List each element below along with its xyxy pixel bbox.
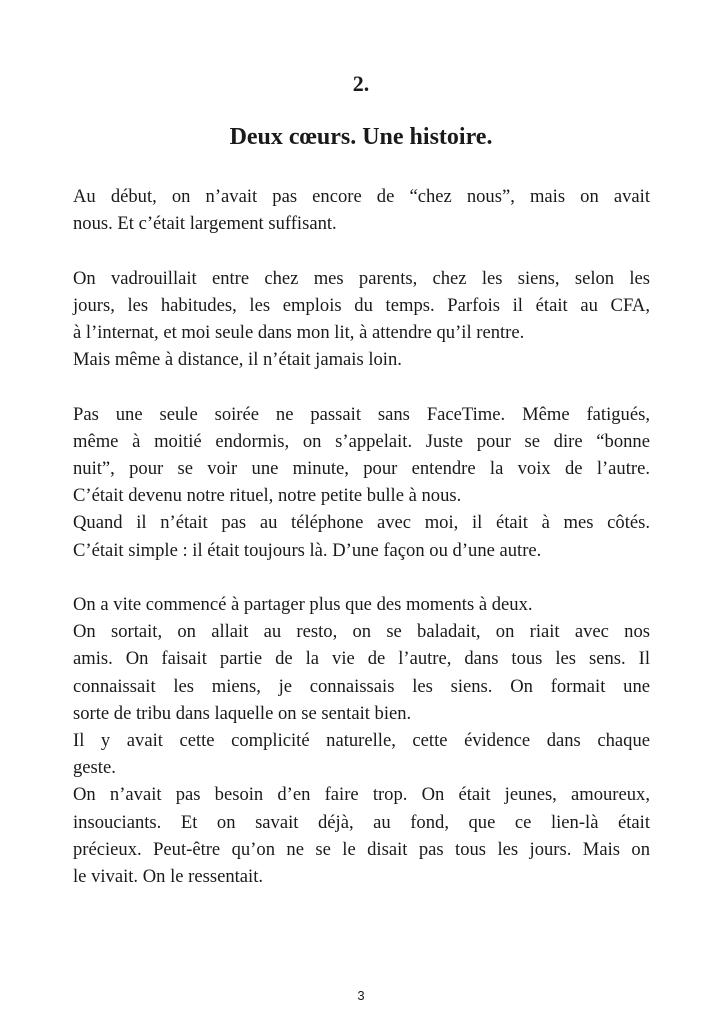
paragraph (73, 183, 650, 237)
text-line: Au début, on n’avait pas encore de “chez nous”, mais on avait (73, 186, 650, 207)
text-line: Il y avait cette complicité naturelle, cette évidence dans chaque (73, 730, 650, 752)
text-line: C’était simple : il était toujours là. D’une façon ou d’une autre. (73, 539, 542, 561)
text-line: sorte de tribu dans laquelle on se sentait bien. (73, 702, 412, 724)
text-line: Quand il n’était pas au téléphone avec moi, il était à mes côtés. (73, 512, 650, 534)
chapter-number: 2. (352, 71, 370, 96)
page-number: 3 (357, 988, 365, 1003)
text-line: On a vite commencé à partager plus que des moments à deux. (73, 594, 533, 615)
chapter-title: Deux cœurs. Une histoire. (229, 124, 493, 150)
text-line: Pas une seule soirée ne passait sans FaceTime. Même fatigués, (73, 403, 650, 425)
chapter-body (73, 183, 650, 917)
text-line: On sortait, on allait au resto, on se baladait, on riait avec nos (73, 621, 650, 643)
text-line: à l’internat, et moi seule dans mon lit, à attendre qu’il rentre. (73, 322, 525, 343)
text-line: geste. (73, 757, 116, 779)
text-line: On n’avait pas besoin d’en faire trop. On était jeunes, amoureux, (73, 784, 650, 806)
text-line: précieux. Peut-être qu’on ne se le disait pas tous les jours. Mais on (73, 838, 650, 860)
text-line: jours, les habitudes, les emplois du temps. Parfois il était au CFA, (73, 294, 650, 316)
paragraph (73, 265, 650, 374)
text-line: On vadrouillait entre chez mes parents, chez les siens, selon les (73, 267, 650, 289)
text-line: Mais même à distance, il n’était jamais loin. (73, 349, 402, 371)
text-line: nuit”, pour se voir une minute, pour entendre la voix de l’autre. (73, 458, 650, 479)
text-line: C’était devenu notre rituel, notre petite bulle à nous. (73, 485, 462, 507)
paragraph (73, 401, 650, 564)
text-line: insouciants. Et on savait déjà, au fond, que ce lien-là était (73, 811, 650, 833)
text-line: connaissait les miens, je connaissais les siens. On formait une (73, 675, 650, 697)
text-line: même à moitié endormis, on s’appelait. Juste pour se dire “bonne (73, 430, 650, 452)
text-line: le vivait. On le ressentait. (73, 866, 264, 888)
text-line: nous. Et c’était largement suffisant. (73, 213, 337, 235)
paragraph (73, 591, 650, 890)
text-line: amis. On faisait partie de la vie de l’autre, dans tous les sens. Il (73, 648, 650, 670)
